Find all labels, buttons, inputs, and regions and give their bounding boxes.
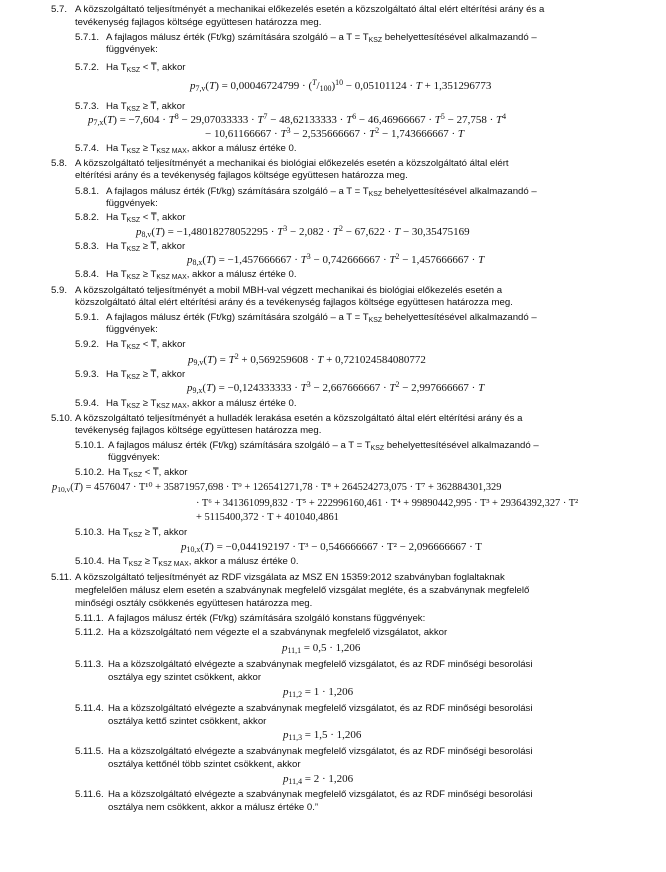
subsection-text: Ha $T_{KSZ} \ge T_{KSZ MAX}$, akkor a málusz értéke 0. [108, 556, 299, 568]
section-text: tevékenység fajlagos költsége együttesen határozza meg. [75, 425, 322, 436]
subsection-text: Ha $T_{KSZ}$ < T̅, akkor [108, 467, 188, 479]
subsection-number: 5.10.4. [75, 556, 105, 567]
section-text: A közszolgáltató teljesítményét a hulladék lerakása esetén a közszolgáltató által elért eltérítési arány és a [75, 413, 523, 424]
formula-p11-2: $p_{11,2} = 1 \cdot 1,206$ [283, 686, 354, 700]
subsection-text: függvények: [106, 44, 158, 55]
subsection-text: A fajlagos málusz érték (Ft/kg) számítására szolgáló – a $T = T_{KSZ}$ behelyettesítésével alkalmazandó – [106, 312, 537, 324]
formula-p9x: $p_{9,x}(T) = -0,124333333 \cdot T^3 - 2,667666667 \cdot T^2 - 2,997666667 \cdot T$ [187, 380, 485, 396]
section-number: 5.7. [51, 4, 68, 15]
subsection-number: 5.8.2. [75, 212, 100, 223]
subsection-number: 5.9.3. [75, 369, 100, 380]
subsection-number: 5.9.4. [75, 398, 100, 409]
formula-p8x: $p_{8,x}(T) = -1,457666667 \cdot T^3 - 0,742666667 \cdot T^2 - 1,457666667 \cdot T$ [187, 252, 485, 268]
formula-p8v: $p_{8,v}(T) = -1,48018278052295 \cdot T^3 - 2,082 \cdot T^2 - 67,622 \cdot T - 30,35475169$ [136, 224, 470, 240]
formula-p11-4: $p_{11,4} = 2 \cdot 1,206$ [283, 773, 354, 787]
subsection-text: Ha $T_{KSZ}$ < T̅, akkor [106, 339, 186, 351]
subsection-number: 5.8.4. [75, 269, 100, 280]
subsection-text: Ha a közszolgáltató elvégezte a szabványnak megfelelő vizsgálatot, és az RDF minőségi besorolási [108, 659, 533, 670]
section-number: 5.9. [51, 285, 68, 296]
subsection-text: Ha $T_{KSZ}$ ≥ T̅, akkor [106, 369, 186, 381]
formula-p7v: $p_{7,v}(T) = 0,00046724799 \cdot (^T/_{100})^{10} - 0,05101124 \cdot T + 1,351296773$ [190, 78, 492, 94]
section-number: 5.11. [51, 572, 72, 583]
subsection-number: 5.7.3. [75, 101, 100, 112]
subsection-number: 5.10.2. [75, 467, 105, 478]
subsection-text: Ha $T_{KSZ}$ ≥ T̅, akkor [106, 101, 186, 113]
subsection-number: 5.11.1. [75, 613, 104, 624]
subsection-text: A fajlagos málusz érték (Ft/kg) számítására szolgáló – a $T = T_{KSZ}$ behelyettesítésével alkalmazandó – [106, 32, 537, 44]
subsection-text: függvények: [106, 198, 158, 209]
subsection-number: 5.7.4. [75, 143, 100, 154]
formula-p11-1: $p_{11,1} = 0,5 \cdot 1,206$ [282, 642, 361, 656]
section-number: 5.10. [51, 413, 73, 424]
formula-p10v-line2: · T⁶ + 341361099,832 · T⁵ + 222996160,461 · T⁴ + 99890442,995 · T³ + 29364392,327 · T² [196, 498, 579, 509]
formula-p9v: $p_{9,v}(T) = T^2 + 0,569259608 \cdot T + 0,721024584080772$ [188, 352, 426, 368]
subsection-text: A fajlagos málusz érték (Ft/kg) számítására szolgáló – a $T = T_{KSZ}$ behelyettesítésével alkalmazandó – [108, 440, 539, 452]
subsection-text: osztálya nem csökkent, akkor a málusz értéke 0.” [108, 802, 319, 813]
section-text: közszolgáltató által elért eltérítési arány és a tevékenység fajlagos költsége együttesen határozza meg. [75, 297, 513, 308]
subsection-text: A fajlagos málusz érték (Ft/kg) számítására szolgáló – a $T = T_{KSZ}$ behelyettesítésével alkalmazandó – [106, 186, 537, 198]
subsection-text: osztálya kettő szintet csökkent, akkor [108, 716, 267, 727]
subsection-number: 5.7.2. [75, 62, 100, 73]
section-text: A közszolgáltató teljesítményét az RDF vizsgálata az MSZ EN 15359:2012 szabványban foglaltaknak [75, 572, 505, 583]
subsection-text: Ha $T_{KSZ}$ < T̅, akkor [106, 212, 186, 224]
subsection-text: Ha $T_{KSZ}$ < T̅, akkor [106, 62, 186, 74]
subsection-number: 5.11.4. [75, 703, 104, 714]
section-text: A közszolgáltató teljesítményét a mobil MBH-val végzett mechanikai és biológiai előkezelés esetén a [75, 285, 503, 296]
subsection-text: függvények: [108, 452, 160, 463]
subsection-text: Ha a közszolgáltató elvégezte a szabványnak megfelelő vizsgálatot, és az RDF minőségi besorolási [108, 789, 533, 800]
subsection-text: Ha a közszolgáltató elvégezte a szabványnak megfelelő vizsgálatot, és az RDF minőségi besorolási [108, 746, 533, 757]
formula-p10v-line3: + 5115400,372 · T + 401040,4861 [196, 512, 339, 523]
section-text: tevékenység fajlagos költsége együttesen határozza meg. [75, 17, 322, 28]
subsection-text: függvények: [106, 324, 158, 335]
section-number: 5.8. [51, 158, 68, 169]
subsection-number: 5.11.6. [75, 789, 104, 800]
section-text: megfelelően málusz elem esetén a szabványnak megfelelő vizsgálat megléte, és a szabványnak megfelelő [75, 585, 530, 596]
formula-p7x-line1: $p_{7,x}(T) = -7,604 \cdot T^8 - 29,07033333 \cdot T^7 - 48,62133333 \cdot T^6 - 46,46966667 \cdot T^5 - 27,758 \cdot T^4$ [88, 112, 507, 128]
subsection-text: Ha $T_{KSZ}$ ≥ T̅, akkor [106, 241, 186, 253]
subsection-text: A fajlagos málusz érték (Ft/kg) számítására szolgáló konstans függvények: [108, 613, 426, 624]
subsection-number: 5.9.1. [75, 312, 100, 323]
subsection-number: 5.7.1. [75, 32, 100, 43]
subsection-number: 5.9.2. [75, 339, 100, 350]
subsection-number: 5.11.5. [75, 746, 104, 757]
section-text: minőségi osztály csökkenés együttesen határozza meg. [75, 598, 313, 609]
section-text: A közszolgáltató teljesítményét a mechanikai és biológiai előkezelés esetén a közszolgáltató által elért [75, 158, 509, 169]
subsection-number: 5.11.2. [75, 627, 104, 638]
subsection-number: 5.8.1. [75, 186, 100, 197]
subsection-text: Ha $T_{KSZ} \ge T_{KSZ MAX}$, akkor a málusz értéke 0. [106, 143, 297, 155]
subsection-text: Ha $T_{KSZ} \ge T_{KSZ MAX}$, akkor a málusz értéke 0. [106, 398, 297, 410]
subsection-text: Ha $T_{KSZ} \ge T_{KSZ MAX}$, akkor a málusz értéke 0. [106, 269, 297, 281]
subsection-text: osztálya kettőnél több szintet csökkent, akkor [108, 759, 301, 770]
formula-p11-3: $p_{11,3} = 1,5 \cdot 1,206$ [283, 729, 362, 743]
formula-p10x: $p_{10,x}(T) = -0,044192197 \cdot T^3 - 0,546666667 \cdot T^2 - 2,096666667 \cdot T$ [181, 541, 483, 555]
subsection-text: osztálya egy szintet csökkent, akkor [108, 672, 262, 683]
subsection-number: 5.10.1. [75, 440, 105, 451]
formula-p7x-line2: − $10,61166667 \cdot T^3 - 2,535666667 \cdot T^2 - 1,743666667 \cdot T$ [205, 126, 464, 140]
formula-p10v-line1: $p_{10,v}(T) = 4576047 \cdot T^{10} + 35871957,698 \cdot T^9 + 126541271,78 \cdot T^8 + 264524273,075 \cdot T^7 + 362884301,329$ [52, 482, 502, 495]
subsection-number: 5.11.3. [75, 659, 104, 670]
subsection-text: Ha a közszolgáltató nem végezte el a szabványnak megfelelő vizsgálatot, akkor [108, 627, 448, 638]
section-text: eltérítési arány és a tevékenység fajlagos költsége együttesen határozza meg. [75, 170, 408, 181]
subsection-number: 5.10.3. [75, 527, 105, 538]
subsection-text: Ha a közszolgáltató elvégezte a szabványnak megfelelő vizsgálatot, és az RDF minőségi besorolási [108, 703, 533, 714]
section-text: A közszolgáltató teljesítményét a mechanikai előkezelés esetén a közszolgáltató által elért eltérítési arány és a [75, 4, 545, 15]
subsection-text: Ha $T_{KSZ}$ ≥ T̅, akkor [108, 527, 188, 539]
subsection-number: 5.8.3. [75, 241, 100, 252]
